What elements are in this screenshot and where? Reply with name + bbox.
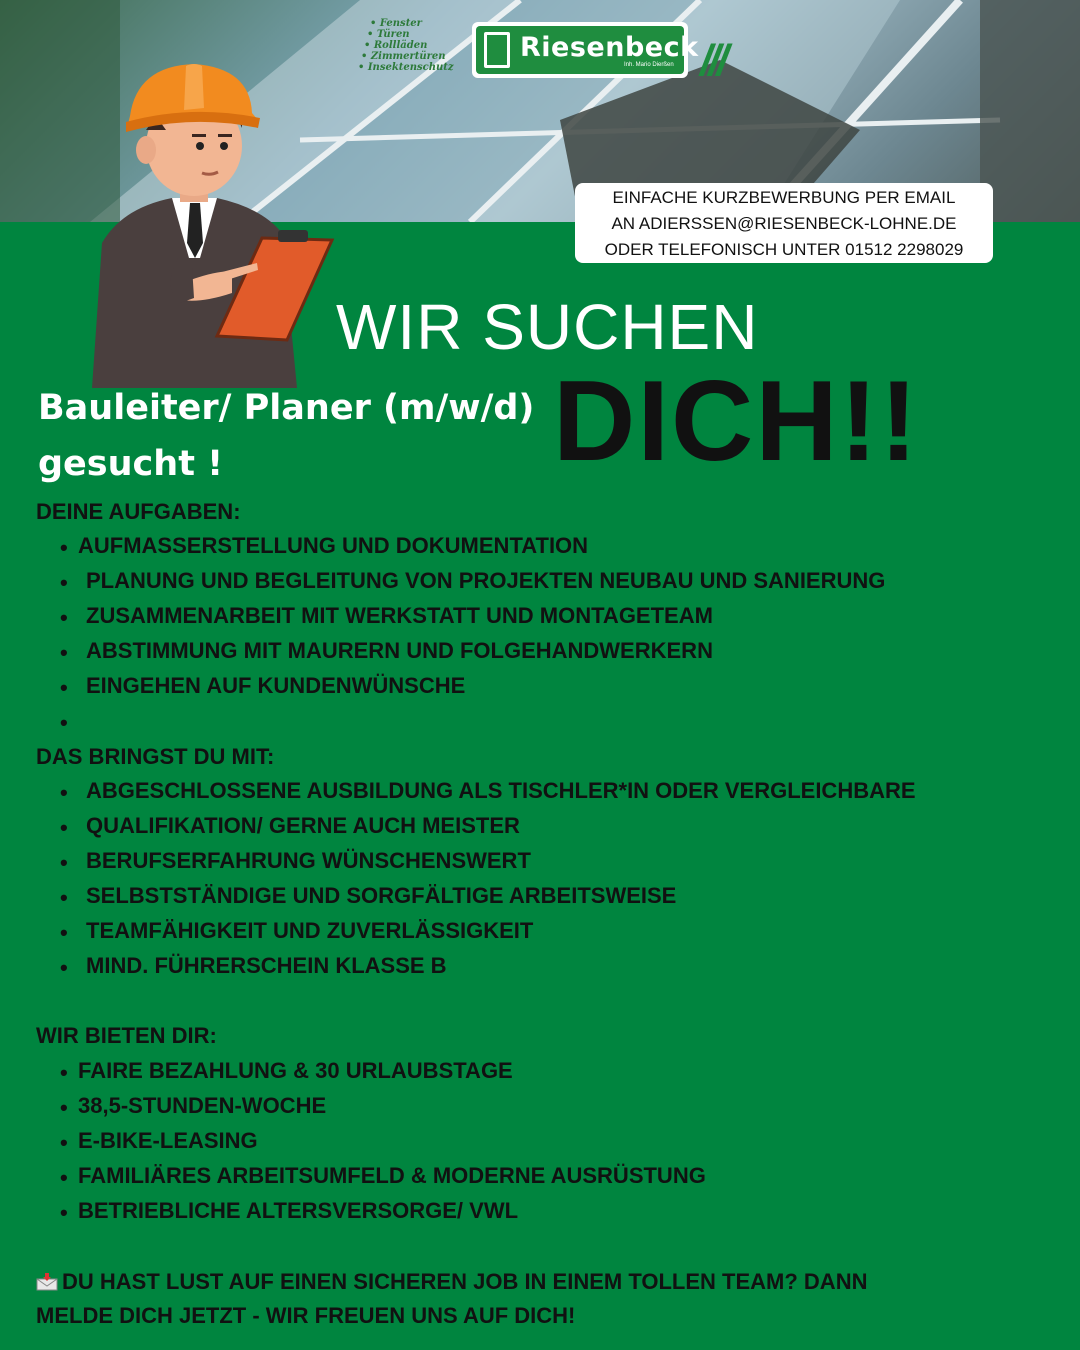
bullet: •	[60, 1095, 68, 1120]
bullet: •	[60, 780, 68, 805]
headline-dich: DICH!!	[553, 358, 920, 485]
requirements-heading: DAS BRINGST DU MIT:	[36, 744, 275, 769]
offer-item: E-BIKE-LEASING	[78, 1128, 258, 1153]
construction-worker-icon	[82, 58, 352, 388]
contact-box	[575, 183, 993, 263]
offer-item: FAMILIÄRES ARBEITSUMFELD & MODERNE AUSRÜSTUNG	[78, 1163, 706, 1188]
bullet: •	[60, 535, 68, 560]
job-title: Bauleiter/ Planer (m/w/d)	[38, 388, 535, 428]
task-item: PLANUNG UND BEGLEITUNG VON PROJEKTEN NEUBAU UND SANIERUNG	[86, 568, 886, 593]
bullet: •	[60, 1165, 68, 1190]
bullet: •	[60, 1060, 68, 1085]
contact-phone[interactable]: ODER TELEFONISCH UNTER 01512 2298029	[604, 240, 964, 259]
bullet: •	[60, 605, 68, 630]
door-icon	[484, 32, 510, 68]
bullet: •	[60, 1200, 68, 1225]
call-to-action	[36, 1265, 1036, 1333]
requirement-item: ABGESCHLOSSENE AUSBILDUNG ALS TISCHLER*IN ODER VERGLEICHBARE	[86, 778, 916, 803]
bullet: •	[60, 885, 68, 910]
logo-features-list	[358, 18, 454, 73]
contact-line: EINFACHE KURZBEWERBUNG PER EMAIL	[612, 188, 956, 207]
bullet: •	[60, 710, 68, 735]
offers-heading: WIR BIETEN DIR:	[36, 1023, 217, 1048]
requirement-item: BERUFSERFAHRUNG WÜNSCHENSWERT	[86, 848, 531, 873]
bullet: •	[60, 815, 68, 840]
task-item: ABSTIMMUNG MIT MAURERN UND FOLGEHANDWERKERN	[86, 638, 713, 663]
bullet: •	[60, 955, 68, 980]
task-item: EINGEHEN AUF KUNDENWÜNSCHE	[86, 673, 466, 698]
contact-email[interactable]: AN ADIERSSEN@RIESENBECK-LOHNE.DE	[611, 214, 957, 233]
requirement-item: MIND. FÜHRERSCHEIN KLASSE B	[86, 953, 447, 978]
bullet: •	[60, 1130, 68, 1155]
feature-item: • Zimmertüren	[358, 51, 454, 62]
offer-item: BETRIEBLICHE ALTERSVERSORGE/ VWL	[78, 1198, 519, 1223]
feature-item: • Insektenschutz	[358, 62, 454, 73]
feature-item: • Rollläden	[358, 40, 454, 51]
offer-item: FAIRE BEZAHLUNG & 30 URLAUBSTAGE	[78, 1058, 513, 1083]
company-logo	[472, 22, 699, 78]
bullet: •	[60, 850, 68, 875]
task-item: ZUSAMMENARBEIT MIT WERKSTATT UND MONTAGETEAM	[86, 603, 713, 628]
logo-name: Riesenbeck	[520, 32, 699, 63]
feature-item: • Fenster	[358, 18, 454, 29]
cta-line-1: DU HAST LUST AUF EINEN SICHEREN JOB IN EINEM TOLLEN TEAM? DANN	[62, 1269, 868, 1294]
requirement-item: SELBSTSTÄNDIGE UND SORGFÄLTIGE ARBEITSWEISE	[86, 883, 677, 908]
cta-line-2: MELDE DICH JETZT - WIR FREUEN UNS AUF DICH!	[36, 1303, 576, 1328]
envelope-icon	[36, 1267, 58, 1285]
requirement-item: TEAMFÄHIGKEIT UND ZUVERLÄSSIGKEIT	[86, 918, 534, 943]
logo-owner: Inh. Mario Dierßen	[624, 62, 674, 68]
requirement-item: QUALIFIKATION/ GERNE AUCH MEISTER	[86, 813, 520, 838]
bullet: •	[60, 675, 68, 700]
bullet: •	[60, 920, 68, 945]
bullet: •	[60, 570, 68, 595]
tasks-heading: DEINE AUFGABEN:	[36, 499, 241, 524]
task-item: AUFMASSERSTELLUNG UND DOKUMENTATION	[78, 533, 589, 558]
job-title-suffix: gesucht !	[38, 444, 224, 484]
headline-wir-suchen: WIR SUCHEN	[336, 291, 759, 363]
bullet: •	[60, 640, 68, 665]
offer-item: 38,5-STUNDEN-WOCHE	[78, 1093, 327, 1118]
logo-stripes-icon: ///	[700, 36, 725, 85]
feature-item: • Türen	[358, 29, 454, 40]
